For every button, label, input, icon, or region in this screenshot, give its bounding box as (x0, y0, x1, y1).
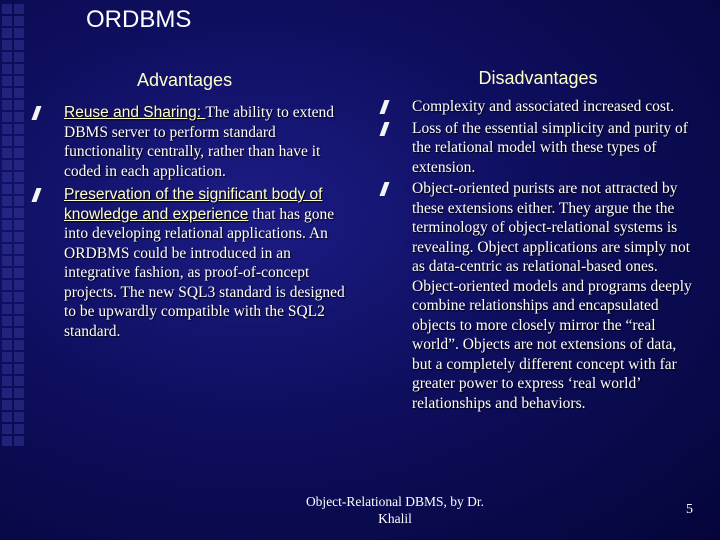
disadvantages-heading: Disadvantages (478, 68, 598, 88)
disadvantage-item (378, 97, 698, 117)
advantage-highlight: Reuse and Sharing: (64, 104, 206, 121)
disadvantage-item (378, 119, 698, 178)
slide-title: ORDBMS (86, 6, 192, 33)
decorative-square-pattern (0, 0, 24, 540)
bullet-icon (31, 106, 41, 120)
disadvantage-text: Object-oriented purists are not attracted by these extensions either. They argue the the terminology of object-relational systems is revealing. Object applications are simply not as data-centric as relational-based ones. Object-oriented models and programs deeply combine relationships and encapsulated objects to more closely mirror the “real world”. Objects are not extensions of data, but a completely different concept with far greater power to express ‘real world’ relationships and behaviors. (412, 180, 692, 412)
bullet-icon (379, 122, 389, 136)
advantages-heading: Advantages (137, 70, 233, 90)
bullet-icon (379, 182, 389, 196)
advantage-highlight: Preservation of the significant body of knowledge and experience (64, 186, 323, 223)
disadvantage-item (378, 179, 698, 413)
bullet-icon (379, 100, 389, 114)
bullet-icon (31, 188, 41, 202)
disadvantages-list (378, 97, 698, 413)
advantage-item (30, 185, 348, 341)
advantages-list (30, 103, 348, 341)
advantage-item (30, 103, 348, 181)
advantages-column (30, 70, 348, 341)
advantage-text: The ability to extend DBMS server to perform standard functionality centrally, rather than have it coded in each application. (64, 104, 335, 180)
disadvantages-column (378, 68, 698, 413)
disadvantage-text: Loss of the essential simplicity and purity of the relational model with these types of extension. (412, 119, 688, 176)
page-number: 5 (686, 502, 693, 517)
advantage-text: that has gone into developing relational applications. An ORDBMS could be introduced in an integrative fashion, as proof-of-concept projects. The new SQL3 standard is designed to be upwardly compatible with the SQL2 standard. (64, 205, 345, 340)
disadvantage-text: Complexity and associated increased cost. (412, 98, 675, 115)
slide-footer: Object-Relational DBMS, by Dr. Khalil (305, 494, 485, 526)
